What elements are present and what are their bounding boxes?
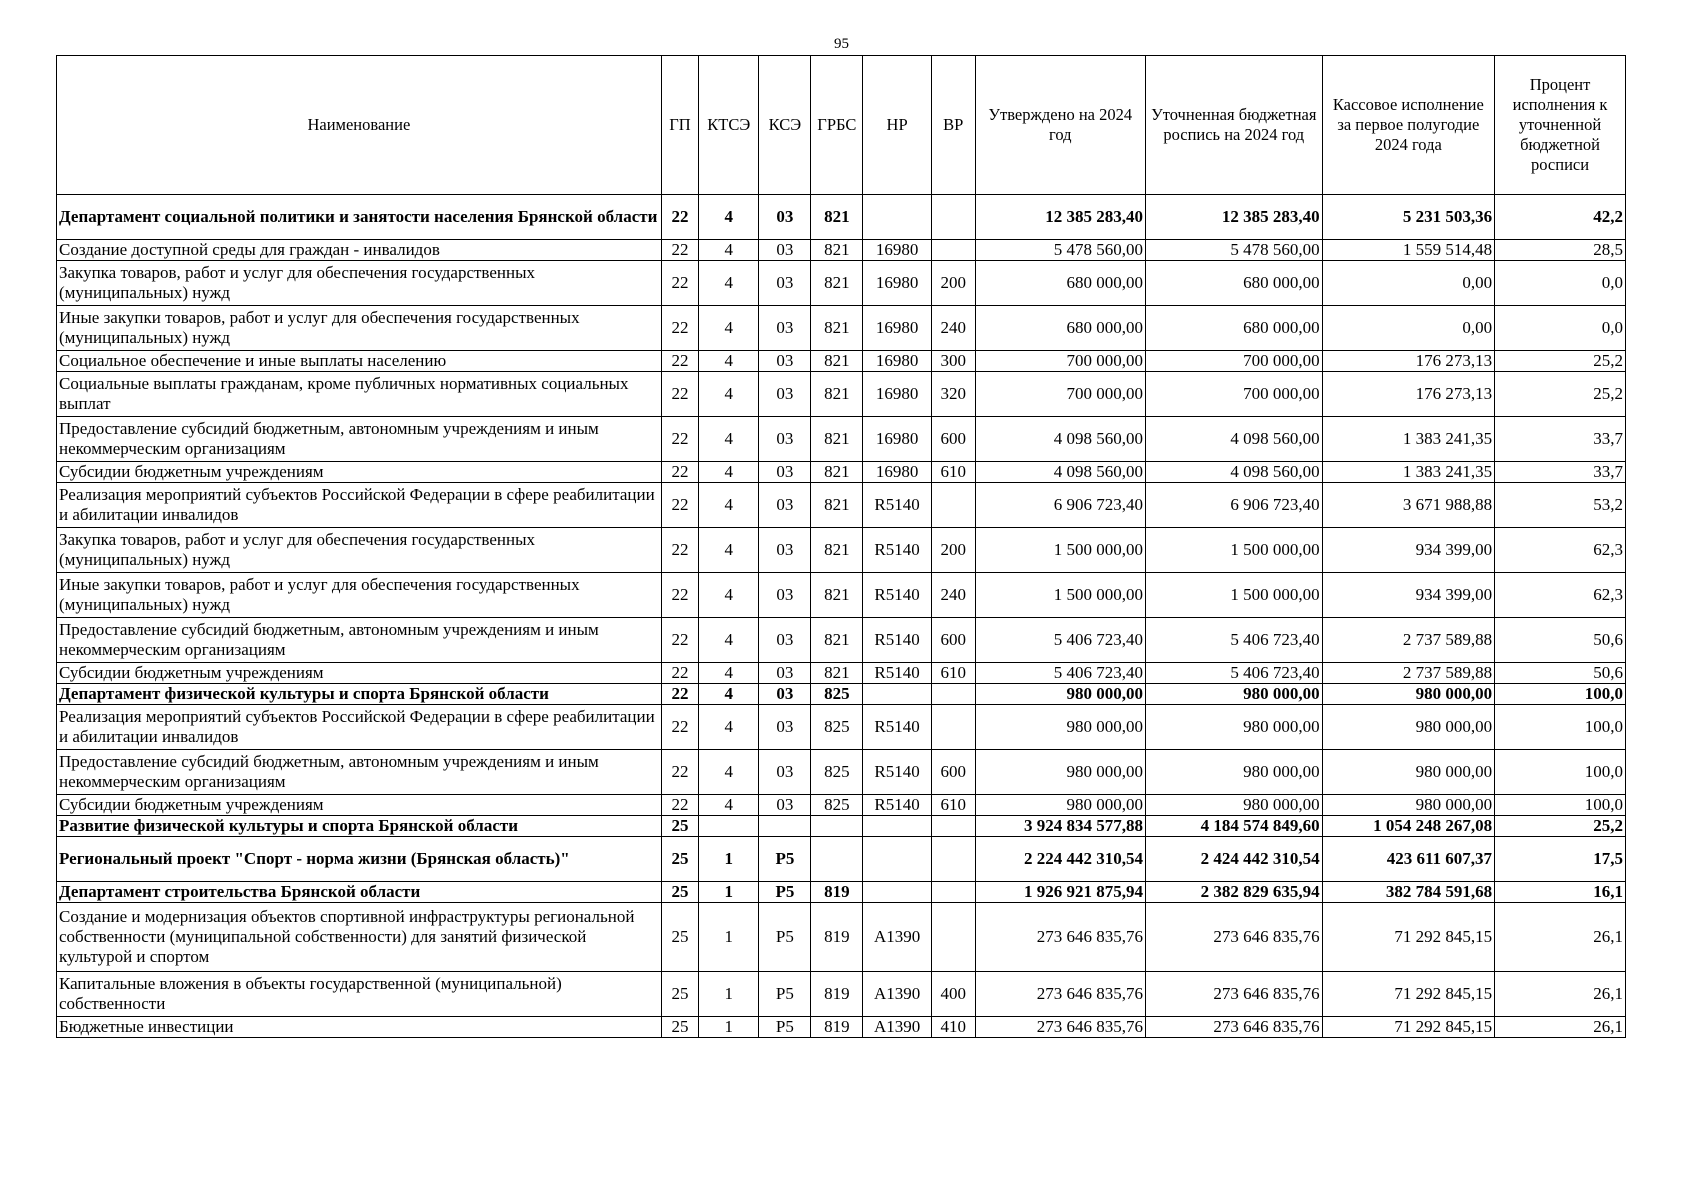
cell-approved: 1 926 921 875,94 (975, 882, 1145, 903)
cell-gp: 22 (661, 417, 698, 462)
table-row (57, 417, 1626, 462)
cell-refined: 5 406 723,40 (1145, 618, 1322, 663)
cell-gp: 25 (661, 816, 698, 837)
cell-ktse: 4 (699, 573, 759, 618)
cell-ktse: 4 (699, 705, 759, 750)
cell-percent: 26,1 (1495, 1017, 1626, 1038)
table-row (57, 750, 1626, 795)
cell-percent: 25,2 (1495, 816, 1626, 837)
cell-percent: 62,3 (1495, 573, 1626, 618)
cell-refined: 980 000,00 (1145, 684, 1322, 705)
cell-np: R5140 (863, 705, 932, 750)
cell-gp: 22 (661, 705, 698, 750)
cell-grbs: 821 (811, 306, 863, 351)
cell-np: 16980 (863, 261, 932, 306)
cell-vr: 240 (931, 573, 975, 618)
cell-name: Реализация мероприятий субъектов Российской Федерации в сфере реабилитации и абилитации инвалидов (57, 705, 662, 750)
cell-cash: 2 737 589,88 (1322, 618, 1494, 663)
table-row (57, 1017, 1626, 1038)
cell-name: Департамент физической культуры и спорта Брянской области (57, 684, 662, 705)
cell-refined: 5 478 560,00 (1145, 240, 1322, 261)
cell-kse: P5 (759, 882, 811, 903)
cell-kse (759, 816, 811, 837)
cell-cash: 934 399,00 (1322, 573, 1494, 618)
cell-gp: 22 (661, 618, 698, 663)
cell-np: 16980 (863, 306, 932, 351)
cell-gp: 22 (661, 684, 698, 705)
cell-vr: 600 (931, 618, 975, 663)
cell-approved: 1 500 000,00 (975, 573, 1145, 618)
cell-refined: 12 385 283,40 (1145, 195, 1322, 240)
cell-gp: 22 (661, 306, 698, 351)
cell-kse: P5 (759, 903, 811, 972)
cell-np (863, 882, 932, 903)
cell-percent: 26,1 (1495, 972, 1626, 1017)
cell-cash: 176 273,13 (1322, 372, 1494, 417)
cell-kse: P5 (759, 1017, 811, 1038)
cell-ktse: 4 (699, 528, 759, 573)
cell-approved: 680 000,00 (975, 261, 1145, 306)
cell-cash: 71 292 845,15 (1322, 1017, 1494, 1038)
cell-grbs: 821 (811, 462, 863, 483)
table-row (57, 816, 1626, 837)
cell-vr: 600 (931, 750, 975, 795)
header-np: НР (863, 56, 932, 195)
cell-approved: 273 646 835,76 (975, 903, 1145, 972)
cell-ktse: 4 (699, 663, 759, 684)
cell-np: R5140 (863, 528, 932, 573)
cell-grbs: 821 (811, 195, 863, 240)
cell-grbs: 821 (811, 240, 863, 261)
cell-percent: 50,6 (1495, 618, 1626, 663)
table-row (57, 483, 1626, 528)
header-percent: Процент исполнения к уточненной бюджетной росписи (1495, 56, 1626, 195)
cell-gp: 22 (661, 528, 698, 573)
cell-percent: 17,5 (1495, 837, 1626, 882)
cell-grbs: 821 (811, 483, 863, 528)
cell-gp: 25 (661, 972, 698, 1017)
cell-ktse: 1 (699, 903, 759, 972)
header-refined: Уточненная бюджетная роспись на 2024 год (1145, 56, 1322, 195)
cell-ktse: 1 (699, 837, 759, 882)
cell-ktse: 4 (699, 618, 759, 663)
cell-refined: 273 646 835,76 (1145, 972, 1322, 1017)
cell-kse: 03 (759, 528, 811, 573)
table-row (57, 195, 1626, 240)
cell-vr (931, 882, 975, 903)
cell-cash: 1 054 248 267,08 (1322, 816, 1494, 837)
cell-approved: 273 646 835,76 (975, 972, 1145, 1017)
cell-cash: 980 000,00 (1322, 705, 1494, 750)
cell-name: Создание доступной среды для граждан - инвалидов (57, 240, 662, 261)
cell-ktse: 4 (699, 684, 759, 705)
cell-grbs: 819 (811, 882, 863, 903)
cell-grbs (811, 837, 863, 882)
cell-gp: 25 (661, 837, 698, 882)
cell-percent: 42,2 (1495, 195, 1626, 240)
cell-kse: 03 (759, 795, 811, 816)
cell-np: 16980 (863, 417, 932, 462)
cell-np (863, 684, 932, 705)
cell-np: R5140 (863, 573, 932, 618)
cell-percent: 100,0 (1495, 795, 1626, 816)
cell-approved: 4 098 560,00 (975, 462, 1145, 483)
cell-gp: 22 (661, 483, 698, 528)
cell-grbs (811, 816, 863, 837)
header-cash: Кассовое исполнение за первое полугодие 2024 года (1322, 56, 1494, 195)
cell-vr: 400 (931, 972, 975, 1017)
cell-np: A1390 (863, 972, 932, 1017)
header-ktse: КТСЭ (699, 56, 759, 195)
cell-grbs: 821 (811, 663, 863, 684)
cell-ktse: 4 (699, 483, 759, 528)
cell-kse: 03 (759, 240, 811, 261)
table-row (57, 618, 1626, 663)
cell-refined: 980 000,00 (1145, 705, 1322, 750)
cell-name: Создание и модернизация объектов спортивной инфраструктуры региональной собственности (муниципальной собственности) для занятий физической культурой и спортом (57, 903, 662, 972)
cell-kse: 03 (759, 306, 811, 351)
cell-ktse: 4 (699, 372, 759, 417)
cell-approved: 12 385 283,40 (975, 195, 1145, 240)
cell-grbs: 821 (811, 372, 863, 417)
cell-percent: 26,1 (1495, 903, 1626, 972)
cell-np: R5140 (863, 618, 932, 663)
cell-percent: 53,2 (1495, 483, 1626, 528)
cell-ktse: 4 (699, 240, 759, 261)
cell-gp: 22 (661, 573, 698, 618)
cell-kse: 03 (759, 684, 811, 705)
table-row (57, 837, 1626, 882)
cell-np: R5140 (863, 795, 932, 816)
cell-kse: 03 (759, 705, 811, 750)
cell-refined: 6 906 723,40 (1145, 483, 1322, 528)
cell-cash: 71 292 845,15 (1322, 903, 1494, 972)
cell-approved: 6 906 723,40 (975, 483, 1145, 528)
cell-ktse: 4 (699, 195, 759, 240)
cell-cash: 1 559 514,48 (1322, 240, 1494, 261)
cell-refined: 2 424 442 310,54 (1145, 837, 1322, 882)
cell-grbs: 825 (811, 684, 863, 705)
page-number: 95 (834, 36, 849, 52)
table-row (57, 882, 1626, 903)
cell-vr (931, 705, 975, 750)
cell-grbs: 821 (811, 417, 863, 462)
cell-cash: 980 000,00 (1322, 684, 1494, 705)
cell-approved: 700 000,00 (975, 372, 1145, 417)
cell-name: Департамент социальной политики и занятости населения Брянской области (57, 195, 662, 240)
cell-approved: 980 000,00 (975, 705, 1145, 750)
table-row (57, 351, 1626, 372)
cell-percent: 0,0 (1495, 306, 1626, 351)
table-row (57, 528, 1626, 573)
cell-approved: 4 098 560,00 (975, 417, 1145, 462)
cell-refined: 273 646 835,76 (1145, 903, 1322, 972)
cell-grbs: 821 (811, 618, 863, 663)
cell-approved: 680 000,00 (975, 306, 1145, 351)
cell-grbs: 819 (811, 972, 863, 1017)
cell-approved: 980 000,00 (975, 795, 1145, 816)
table-row (57, 903, 1626, 972)
cell-vr (931, 483, 975, 528)
cell-ktse (699, 816, 759, 837)
cell-percent: 28,5 (1495, 240, 1626, 261)
cell-cash: 382 784 591,68 (1322, 882, 1494, 903)
cell-vr: 200 (931, 528, 975, 573)
table-row (57, 795, 1626, 816)
cell-gp: 25 (661, 882, 698, 903)
cell-vr (931, 816, 975, 837)
cell-vr (931, 240, 975, 261)
cell-ktse: 1 (699, 882, 759, 903)
cell-ktse: 4 (699, 750, 759, 795)
cell-refined: 4 184 574 849,60 (1145, 816, 1322, 837)
cell-vr: 410 (931, 1017, 975, 1038)
cell-percent: 100,0 (1495, 684, 1626, 705)
cell-vr: 240 (931, 306, 975, 351)
cell-name: Субсидии бюджетным учреждениям (57, 795, 662, 816)
table-row (57, 573, 1626, 618)
cell-cash: 0,00 (1322, 306, 1494, 351)
cell-cash: 5 231 503,36 (1322, 195, 1494, 240)
cell-ktse: 4 (699, 462, 759, 483)
header-kse: КСЭ (759, 56, 811, 195)
header-gp: ГП (661, 56, 698, 195)
cell-ktse: 4 (699, 261, 759, 306)
cell-grbs: 821 (811, 573, 863, 618)
cell-ktse: 4 (699, 351, 759, 372)
cell-name: Департамент строительства Брянской области (57, 882, 662, 903)
cell-name: Субсидии бюджетным учреждениям (57, 462, 662, 483)
cell-vr (931, 903, 975, 972)
cell-percent: 100,0 (1495, 750, 1626, 795)
cell-name: Реализация мероприятий субъектов Российской Федерации в сфере реабилитации и абилитации инвалидов (57, 483, 662, 528)
cell-np: R5140 (863, 750, 932, 795)
cell-kse: 03 (759, 483, 811, 528)
cell-percent: 25,2 (1495, 372, 1626, 417)
cell-np (863, 195, 932, 240)
cell-kse: 03 (759, 618, 811, 663)
cell-np: 16980 (863, 372, 932, 417)
cell-refined: 273 646 835,76 (1145, 1017, 1322, 1038)
table-row (57, 684, 1626, 705)
cell-kse: 03 (759, 573, 811, 618)
cell-refined: 1 500 000,00 (1145, 528, 1322, 573)
cell-grbs: 825 (811, 750, 863, 795)
cell-approved: 5 478 560,00 (975, 240, 1145, 261)
cell-refined: 2 382 829 635,94 (1145, 882, 1322, 903)
cell-kse: 03 (759, 462, 811, 483)
cell-percent: 25,2 (1495, 351, 1626, 372)
cell-vr: 200 (931, 261, 975, 306)
cell-refined: 700 000,00 (1145, 372, 1322, 417)
cell-vr (931, 195, 975, 240)
cell-gp: 25 (661, 1017, 698, 1038)
cell-approved: 5 406 723,40 (975, 618, 1145, 663)
cell-grbs: 819 (811, 903, 863, 972)
cell-cash: 980 000,00 (1322, 795, 1494, 816)
cell-grbs: 825 (811, 705, 863, 750)
cell-gp: 22 (661, 195, 698, 240)
cell-gp: 22 (661, 795, 698, 816)
cell-cash: 934 399,00 (1322, 528, 1494, 573)
cell-cash: 3 671 988,88 (1322, 483, 1494, 528)
cell-name: Бюджетные инвестиции (57, 1017, 662, 1038)
cell-vr: 300 (931, 351, 975, 372)
cell-gp: 22 (661, 750, 698, 795)
cell-cash: 71 292 845,15 (1322, 972, 1494, 1017)
cell-np: A1390 (863, 1017, 932, 1038)
cell-percent: 16,1 (1495, 882, 1626, 903)
cell-approved: 5 406 723,40 (975, 663, 1145, 684)
cell-percent: 33,7 (1495, 417, 1626, 462)
table-body (57, 195, 1626, 1038)
cell-gp: 22 (661, 462, 698, 483)
cell-approved: 3 924 834 577,88 (975, 816, 1145, 837)
cell-ktse: 1 (699, 1017, 759, 1038)
cell-kse: P5 (759, 972, 811, 1017)
cell-cash: 176 273,13 (1322, 351, 1494, 372)
cell-np: 16980 (863, 351, 932, 372)
cell-refined: 5 406 723,40 (1145, 663, 1322, 684)
header-vr: ВР (931, 56, 975, 195)
cell-grbs: 825 (811, 795, 863, 816)
cell-vr: 610 (931, 462, 975, 483)
cell-refined: 680 000,00 (1145, 261, 1322, 306)
cell-vr: 610 (931, 663, 975, 684)
cell-name: Капитальные вложения в объекты государственной (муниципальной) собственности (57, 972, 662, 1017)
cell-percent: 33,7 (1495, 462, 1626, 483)
cell-refined: 680 000,00 (1145, 306, 1322, 351)
header-name: Наименование (57, 56, 662, 195)
cell-refined: 1 500 000,00 (1145, 573, 1322, 618)
cell-cash: 2 737 589,88 (1322, 663, 1494, 684)
cell-name: Иные закупки товаров, работ и услуг для обеспечения государственных (муниципальных) нужд (57, 573, 662, 618)
cell-percent: 62,3 (1495, 528, 1626, 573)
cell-approved: 980 000,00 (975, 750, 1145, 795)
table-row (57, 372, 1626, 417)
cell-vr: 600 (931, 417, 975, 462)
cell-name: Развитие физической культуры и спорта Брянской области (57, 816, 662, 837)
cell-name: Предоставление субсидий бюджетным, автономным учреждениям и иным некоммерческим организациям (57, 750, 662, 795)
cell-percent: 100,0 (1495, 705, 1626, 750)
table-row (57, 261, 1626, 306)
cell-grbs: 821 (811, 528, 863, 573)
table-row (57, 462, 1626, 483)
cell-kse: 03 (759, 372, 811, 417)
cell-vr: 320 (931, 372, 975, 417)
cell-percent: 0,0 (1495, 261, 1626, 306)
cell-name: Предоставление субсидий бюджетным, автономным учреждениям и иным некоммерческим организациям (57, 618, 662, 663)
cell-np: A1390 (863, 903, 932, 972)
cell-name: Закупка товаров, работ и услуг для обеспечения государственных (муниципальных) нужд (57, 528, 662, 573)
cell-name: Субсидии бюджетным учреждениям (57, 663, 662, 684)
cell-cash: 1 383 241,35 (1322, 417, 1494, 462)
cell-kse: 03 (759, 195, 811, 240)
table-row (57, 705, 1626, 750)
cell-kse: 03 (759, 261, 811, 306)
cell-kse: 03 (759, 351, 811, 372)
cell-cash: 423 611 607,37 (1322, 837, 1494, 882)
table-row (57, 240, 1626, 261)
cell-refined: 4 098 560,00 (1145, 417, 1322, 462)
cell-np (863, 816, 932, 837)
header-row (57, 56, 1626, 195)
cell-refined: 4 098 560,00 (1145, 462, 1322, 483)
cell-kse: 03 (759, 663, 811, 684)
cell-grbs: 821 (811, 351, 863, 372)
cell-np: R5140 (863, 663, 932, 684)
cell-percent: 50,6 (1495, 663, 1626, 684)
cell-np: R5140 (863, 483, 932, 528)
cell-np: 16980 (863, 462, 932, 483)
cell-vr: 610 (931, 795, 975, 816)
cell-kse: 03 (759, 417, 811, 462)
cell-gp: 22 (661, 261, 698, 306)
header-approved: Утверждено на 2024 год (975, 56, 1145, 195)
cell-gp: 22 (661, 663, 698, 684)
cell-name: Предоставление субсидий бюджетным, автономным учреждениям и иным некоммерческим организациям (57, 417, 662, 462)
cell-refined: 980 000,00 (1145, 750, 1322, 795)
cell-ktse: 1 (699, 972, 759, 1017)
header-grbs: ГРБС (811, 56, 863, 195)
cell-kse: 03 (759, 750, 811, 795)
cell-approved: 980 000,00 (975, 684, 1145, 705)
cell-np: 16980 (863, 240, 932, 261)
cell-gp: 22 (661, 240, 698, 261)
cell-ktse: 4 (699, 417, 759, 462)
table-row (57, 972, 1626, 1017)
cell-approved: 273 646 835,76 (975, 1017, 1145, 1038)
cell-name: Иные закупки товаров, работ и услуг для обеспечения государственных (муниципальных) нужд (57, 306, 662, 351)
cell-name: Социальное обеспечение и иные выплаты населению (57, 351, 662, 372)
cell-kse: P5 (759, 837, 811, 882)
cell-gp: 25 (661, 903, 698, 972)
cell-approved: 1 500 000,00 (975, 528, 1145, 573)
budget-table (56, 55, 1626, 1038)
cell-grbs: 819 (811, 1017, 863, 1038)
cell-gp: 22 (661, 372, 698, 417)
table-row (57, 306, 1626, 351)
cell-gp: 22 (661, 351, 698, 372)
cell-ktse: 4 (699, 306, 759, 351)
cell-approved: 2 224 442 310,54 (975, 837, 1145, 882)
cell-np (863, 837, 932, 882)
cell-name: Социальные выплаты гражданам, кроме публичных нормативных социальных выплат (57, 372, 662, 417)
cell-vr (931, 837, 975, 882)
table-row (57, 663, 1626, 684)
cell-name: Закупка товаров, работ и услуг для обеспечения государственных (муниципальных) нужд (57, 261, 662, 306)
cell-approved: 700 000,00 (975, 351, 1145, 372)
cell-cash: 1 383 241,35 (1322, 462, 1494, 483)
cell-refined: 980 000,00 (1145, 795, 1322, 816)
cell-cash: 980 000,00 (1322, 750, 1494, 795)
cell-cash: 0,00 (1322, 261, 1494, 306)
cell-refined: 700 000,00 (1145, 351, 1322, 372)
cell-name: Региональный проект "Спорт - норма жизни (Брянская область)" (57, 837, 662, 882)
cell-ktse: 4 (699, 795, 759, 816)
cell-grbs: 821 (811, 261, 863, 306)
cell-vr (931, 684, 975, 705)
